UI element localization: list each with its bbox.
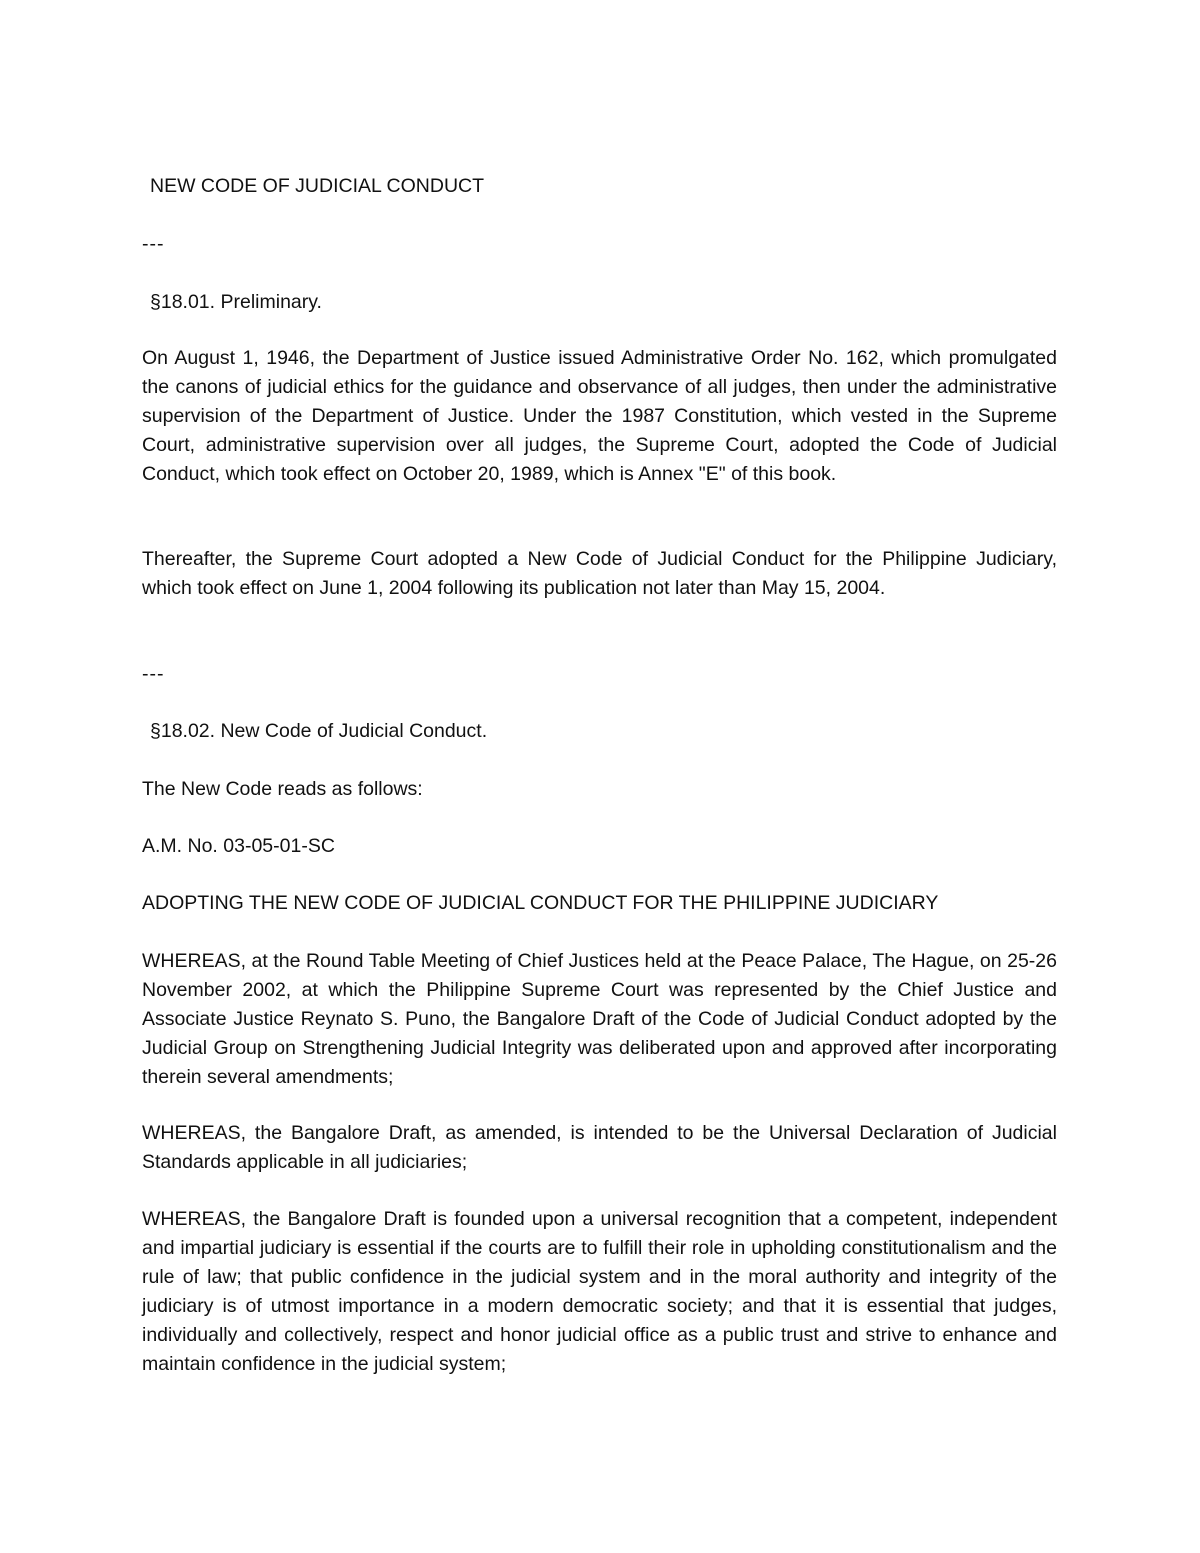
separator: --- (142, 233, 165, 255)
whereas-paragraph-3: WHEREAS, the Bangalore Draft is founded upon a universal recognition that a competent, independent and impartial judiciary is essential if the courts are to fulfill their role in upholding constitutionalism and the rule of law; that public confidence in the judicial system and in the moral authority and integrity of the judiciary is of utmost importance in a modern democratic society; and that it is essential that judges, individually and collectively, respect and honor judicial office as a public trust and strive to enhance and maintain confidence in the judicial system; (142, 1208, 1057, 1375)
whereas-paragraph-2: WHEREAS, the Bangalore Draft, as amended, is intended to be the Universal Declaration of Judicial Standards applicable in all judiciaries; (142, 1122, 1057, 1173)
separator: --- (142, 663, 165, 685)
section-heading-new-code: §18.02. New Code of Judicial Conduct. (150, 720, 488, 742)
resolution-title: ADOPTING THE NEW CODE OF JUDICIAL CONDUCT FOR THE PHILIPPINE JUDICIARY (142, 892, 939, 914)
paragraph-preliminary-2: Thereafter, the Supreme Court adopted a New Code of Judicial Conduct for the Philippine Judiciary, which took effect on June 1, 2004 following its publication not later than May 15, 2004. (142, 548, 1057, 599)
am-number: A.M. No. 03-05-01-SC (142, 835, 335, 857)
whereas-paragraph-1: WHEREAS, at the Round Table Meeting of Chief Justices held at the Peace Palace, The Hague, on 25-26 November 2002, at which the Philippine Supreme Court was represented by the Chief Justice and Associate Justice Reynato S. Puno, the Bangalore Draft of the Code of Judicial Conduct adopted by the Judicial Group on Strengthening Judicial Integrity was deliberated upon and approved after incorporating therein several amendments; (142, 950, 1057, 1088)
document-title: NEW CODE OF JUDICIAL CONDUCT (150, 175, 485, 197)
section-heading-preliminary: §18.01. Preliminary. (150, 291, 322, 313)
paragraph-preliminary-1: On August 1, 1946, the Department of Justice issued Administrative Order No. 162, which promulgated the canons of judicial ethics for the guidance and observance of all judges, then under the administrative supervision of the Department of Justice. Under the 1987 Constitution, which vested in the Supreme Court, administrative supervision over all judges, the Supreme Court, adopted the Code of Judicial Conduct, which took effect on October 20, 1989, which is Annex "E" of this book. (142, 347, 1057, 485)
intro-text: The New Code reads as follows: (142, 778, 423, 800)
